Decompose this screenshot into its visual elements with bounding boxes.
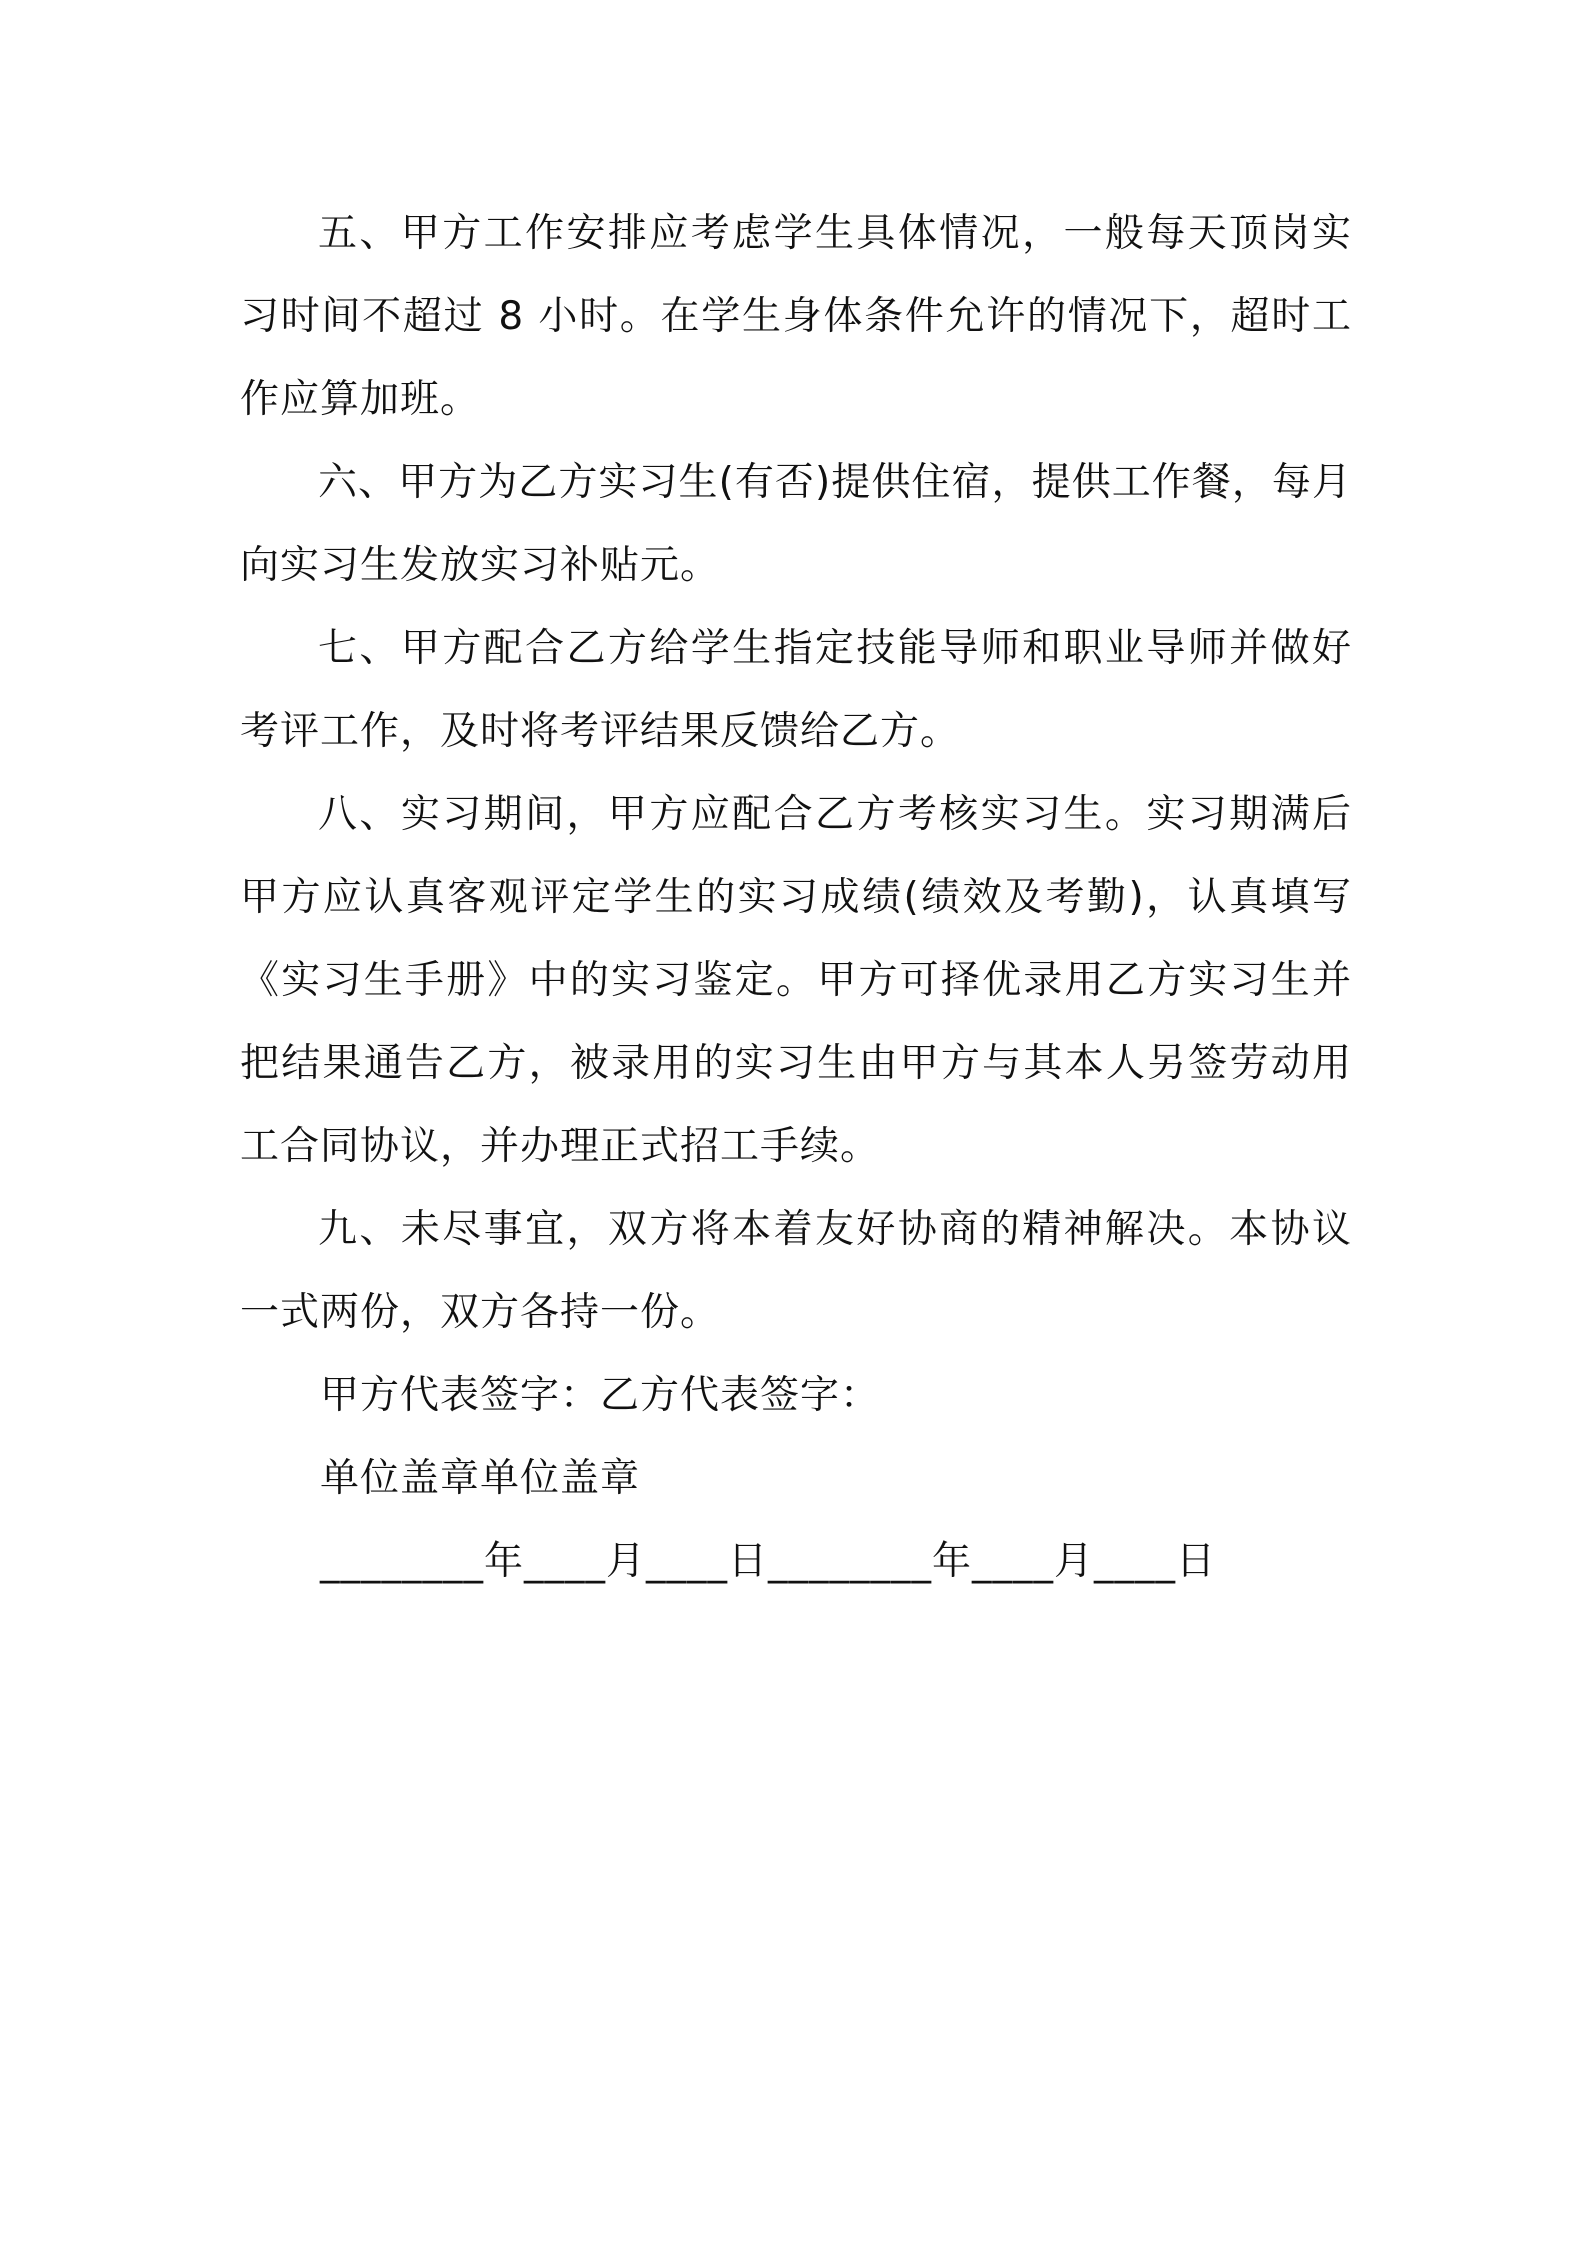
clause-9: 九、未尽事宜，双方将本着友好协商的精神解决。本协议一式两份，双方各持一份。 [240, 1207, 1352, 1335]
clause-5: 五、甲方工作安排应考虑学生具体情况，一般每天顶岗实习时间不超过 8 小时。在学生身体条件允许的情况下，超时工作应算加班。 [240, 211, 1352, 422]
clause-6: 六、甲方为乙方实习生(有否)提供住宿，提供工作餐，每月向实习生发放实习补贴元。 [240, 460, 1352, 588]
clause-7: 七、甲方配合乙方给学生指定技能导师和职业导师并做好考评工作，及时将考评结果反馈给乙方。 [240, 626, 1352, 754]
seal-line: 单位盖章单位盖章 [320, 1456, 641, 1501]
document-body [240, 192, 1352, 1603]
date-line: ________年____月____日________年____月____日 [320, 1539, 1217, 1584]
clause-8: 八、实习期间，甲方应配合乙方考核实习生。实习期满后甲方应认真客观评定学生的实习成绩(绩效及考勤)，认真填写《实习生手册》中的实习鉴定。甲方可择优录用乙方实习生并把结果通告乙方，被录用的实习生由甲方与其本人另签劳动用工合同协议，并办理正式招工手续。 [240, 792, 1352, 1169]
signature-line: 甲方代表签字：乙方代表签字： [320, 1373, 881, 1418]
